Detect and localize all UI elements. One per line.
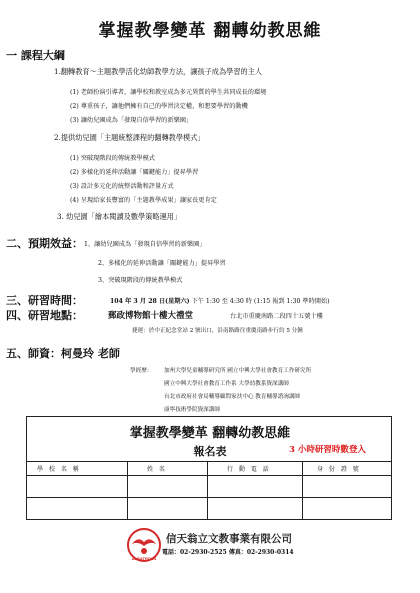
- outline-point: (3) 讓幼兒園成為「發現自信學習的新樂園」: [70, 117, 193, 124]
- section-course-outline-heading: 一 課程大綱: [6, 49, 65, 62]
- form-entry-row[interactable]: [27, 475, 391, 497]
- credit-hours-note: 3 小時研習時數登入: [289, 445, 366, 455]
- credential-item: 加州大學兒童輔導研究所 國立中興大學社會教育工作研究所: [164, 368, 312, 374]
- credential-item: 康寧技術學院資深講師: [164, 407, 220, 413]
- form-header-row: [27, 461, 391, 475]
- column-header-phone: 行 動 電 話: [227, 466, 271, 473]
- section-expected-benefits-heading: 二、預期效益：: [6, 237, 83, 250]
- albatross-logo: [126, 527, 162, 563]
- column-header-school: 學 校 名 稱: [37, 466, 81, 473]
- section-venue-heading: 四、研習地點：: [6, 309, 83, 322]
- outline-point: (4) 呈現給家長豐富的「主題教學成果」讓家長更肯定: [70, 197, 217, 204]
- logo-text: ALBATROSS: [131, 556, 157, 561]
- outline-point: (2) 尊重孩子，讓他們擁有自己的學習決定權，和想要學習的動機: [70, 103, 248, 110]
- outline-item-2: 2.提供幼兒園「主題統整課程的翻轉教學模式」: [54, 133, 205, 142]
- logo-mark-icon: [126, 527, 162, 563]
- column-header-id: 身 份 證 號: [317, 466, 361, 473]
- column-header-name: 姓 名: [147, 466, 167, 473]
- credentials-label: 學經歷：: [130, 368, 153, 374]
- section-instructor-heading: 五、師資：柯曼玲 老師: [6, 347, 120, 360]
- workshop-hours: 下午 1:30 至 4:30 時 (1:15 報到 1:30 準時開始): [191, 298, 330, 305]
- outline-item-1: 1.翻轉教育～主題教學活化幼師教學方法，讓孩子成為學習的主人: [54, 67, 263, 76]
- outline-point: (2) 多樣化的延伸活動讓「關鍵能力」提昇學習: [70, 169, 199, 176]
- form-subtitle: 報名表: [193, 445, 227, 458]
- credential-item: 國立中興大學社會教育工作系 大學幼教系資深講師: [164, 381, 289, 387]
- form-entry-row[interactable]: [27, 497, 391, 520]
- workshop-date: 104 年 3 月 28 日(星期六): [110, 298, 190, 305]
- outline-point: (1) 突破現階段的傳統教學模式: [70, 155, 155, 162]
- registration-form: [26, 416, 392, 520]
- company-name: 信天翁立文教事業有限公司: [166, 533, 292, 545]
- venue-name: 郵政博物館十樓大禮堂: [108, 311, 194, 321]
- company-contact: 電話：02-2930-2525 傳真：02-2930-0314: [162, 549, 294, 556]
- section-time-heading: 三、研習時間：: [6, 294, 83, 307]
- transport-info: 捷運：於中正紀念堂站 2 號出口，沿南路路往重慶南路步行約 5 分鐘: [132, 328, 303, 334]
- page-title: 掌握教學變革 翻轉幼教思維: [98, 21, 322, 41]
- benefit-item: 3、突破現階段的傳統教學模式: [98, 277, 183, 284]
- benefit-item: 2、多樣化的延伸活動讓「關鍵能力」提昇學習: [98, 260, 226, 267]
- venue-address: 台北市重慶南路二段四十五號十樓: [230, 313, 323, 320]
- outline-point: (1) 老師扮演引導者，讓學校和教室成為多元異質的學生共同成長的環境: [70, 89, 267, 96]
- workshop-time: [110, 296, 330, 305]
- outline-item-3: 3. 幼兒園「繪本閱讀及數學策略運用」: [57, 212, 182, 221]
- form-title: 掌握教學變革 翻轉幼教思維: [129, 426, 291, 441]
- credential-item: 台北市政府社會局輔導顧問家扶中心 教育輔導諮詢講師: [164, 394, 301, 400]
- benefit-item: 1、讓幼兒園成為「發現自信學習的新樂園」: [84, 241, 206, 248]
- outline-point: (3) 設計多元化的統整活動和評量方式: [70, 183, 174, 190]
